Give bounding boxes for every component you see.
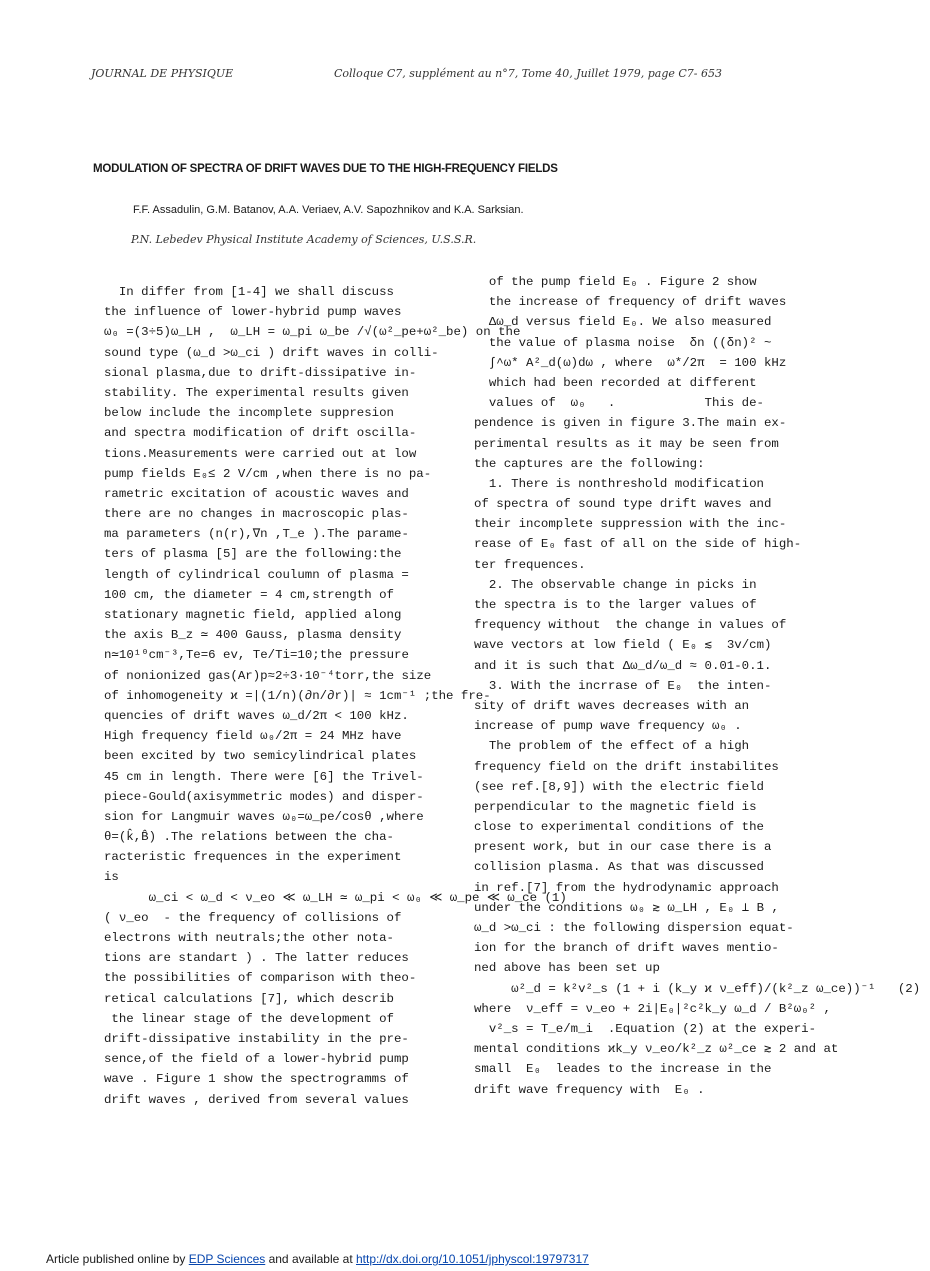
text-line: the captures are the following: [474,456,705,471]
text-line: the increase of frequency of drift waves [474,295,787,310]
text-line: tions are standart ) . The latter reduces [104,951,409,966]
text-line: The problem of the effect of a high [474,739,750,754]
text-line: present work, but in our case there is a [474,840,772,855]
text-line: ( ν_eo - the frequency of collisions of [104,910,402,925]
text-line: wave vectors at low field ( E₀ ≲ 3v/cm) [474,638,772,653]
text-line: the possibilities of comparison with theo- [104,971,417,986]
text-line: sion for Langmuir waves ω₀=ω_pe/cosθ ,where [104,809,424,824]
text-line: and spectra modification of drift oscilla- [104,426,417,441]
text-line: n≃10¹⁰cm⁻³,Te=6 ev, Te/Ti=10;the pressure [104,648,409,663]
text-line: rease of E₀ fast of all on the side of high- [474,537,802,552]
text-line: v²_s = T_e/m_i .Equation (2) at the experi- [474,1021,817,1036]
text-line: ω₀ =(3÷5)ω_LH , ω_LH = ω_pi ω_be /√(ω²_pe+ω²_be) on the [104,325,521,340]
text-line: 45 cm in length. There were [6] the Trivel- [104,769,424,784]
author-list: F.F. Assadulin, G.M. Batanov, A.A. Veriaev, A.V. Sapozhnikov and K.A. Sarksian. [133,204,524,216]
text-line: small E₀ leades to the increase in the [474,1062,772,1077]
text-line: pump fields E₀≤ 2 V/cm ,when there is no pa- [104,466,432,481]
text-line: frequency field on the drift instabilites [474,759,779,774]
text-line: sity of drift waves decreases with an [474,698,750,713]
text-line: ter frequences. [474,557,586,572]
text-line: where ν_eff = ν_eo + 2i|E₀|²c²k_y ω_d / B²ω₀² , [474,1001,831,1016]
text-line: sional plasma,due to drift-dissipative in- [104,365,417,380]
text-line: perimental results as it may be seen from [474,436,779,451]
text-line: of nonionized gas(Ar)p≈2÷3·10⁻⁴torr,the size [104,668,432,683]
text-line: ω_ci < ω_d < ν_eo ≪ ω_LH ≃ ω_pi < ω₀ ≪ ω_pe ≪ ω_ce (1) [104,890,567,905]
text-line: Δω_d versus field E₀. We also measured [474,315,772,330]
text-line: pendence is given in figure 3.The main ex- [474,416,787,431]
footer-middle: and available at [265,1252,356,1266]
text-line: ω²_d = k²v²_s (1 + i (k_y ϰ ν_eff)/(k²_z ω_ce))⁻¹ (2) [474,981,921,996]
text-line: tions.Measurements were carried out at low [104,446,417,461]
text-line: and it is such that Δω_d/ω_d ≈ 0.01-0.1. [474,658,772,673]
text-line: quencies of drift waves ω_d/2π < 100 kHz. [104,708,409,723]
text-line: electrons with neutrals;the other nota- [104,931,394,945]
text-line: frequency without the change in values of [474,618,787,633]
text-line: ma parameters (n(r),∇n ,T_e ).The parame- [104,527,409,542]
right-text-column [474,272,921,1100]
text-line: drift wave frequency with E₀ . [474,1082,705,1097]
text-line: ∫^ω* A²_d(ω)dω , where ω*/2π = 100 kHz [474,355,787,370]
text-line: 1. There is nonthreshold modification [474,476,764,491]
text-line: the value of plasma noise δn ((δn)² ~ [474,335,772,350]
text-line: the axis B_z ≃ 400 Gauss, plasma density [104,628,402,643]
text-line: stationary magnetic field, applied along [104,608,402,622]
text-line: 3. With the incrrase of E₀ the inten- [474,678,772,693]
text-line: θ=(k̂,B̂) .The relations between the cha- [104,830,394,845]
text-line: values of ω₀ . This de- [474,396,764,411]
footer-prefix: Article published online by [46,1252,189,1266]
text-line: ion for the branch of drift waves mentio- [474,941,779,956]
text-line: retical calculations [7], which describ [104,991,394,1006]
text-line: in ref.[7] from the hydrodynamic approach [474,880,779,895]
text-line: the influence of lower-hybrid pump waves [104,305,402,320]
text-line: 2. The observable change in picks in [474,577,757,592]
text-line: ω_d >ω_ci : the following dispersion equat- [474,921,794,935]
text-line: close to experimental conditions of the [474,820,764,835]
journal-name: JOURNAL DE PHYSIQUE [91,67,234,80]
text-line: collision plasma. As that was discussed [474,860,764,875]
paper-title: MODULATION OF SPECTRA OF DRIFT WAVES DUE TO THE HIGH-FREQUENCY FIELDS [93,163,558,175]
text-line: been excited by two semicylindrical plates [104,749,417,764]
doi-link[interactable]: http://dx.doi.org/10.1051/jphyscol:19797317 [355,1252,589,1266]
publication-footer [46,1252,589,1266]
text-line: In differ from [1-4] we shall discuss [104,285,394,299]
publisher-link[interactable]: EDP Sciences [188,1252,266,1266]
text-line: ters of plasma [5] are the following:the [104,547,402,562]
text-line: their incomplete suppression with the inc- [474,517,787,532]
issue-info: Colloque C7, supplément au n°7, Tome 40, Juillet 1979, page C7- 653 [334,67,723,80]
text-line: rametric excitation of acoustic waves and [104,486,409,501]
text-line: stability. The experimental results given [104,385,409,400]
text-line: the spectra is to the larger values of [474,598,757,612]
text-line: under the conditions ω₀ ≳ ω_LH , E₀ ⊥ B , [474,900,779,915]
text-line: of the pump field E₀ . Figure 2 show [474,275,757,289]
text-line: of inhomogeneity ϰ =|(1/n)(∂n/∂r)| ≈ 1cm⁻¹ ;the fre- [104,688,491,703]
text-line: 100 cm, the diameter = 4 cm,strength of [104,587,394,602]
text-line: racteristic frequences in the experiment [104,850,402,865]
text-line: increase of pump wave frequency ω₀ . [474,719,742,734]
text-line: the linear stage of the development of [104,1011,394,1026]
text-line: High frequency field ω₀/2π = 24 MHz have [104,729,402,744]
text-line: sence,of the field of a lower-hybrid pump [104,1052,409,1067]
text-line: drift-dissipative instability in the pre- [104,1031,409,1046]
text-line: there are no changes in macroscopic plas- [104,507,409,522]
text-line: mental conditions ϰk_y ν_eo/k²_z ω²_ce ≳ 2 and at [474,1042,839,1057]
text-line: sound type (ω_d >ω_ci ) drift waves in colli- [104,345,439,360]
text-line: (see ref.[8,9]) with the electric field [474,779,764,794]
text-line: drift waves , derived from several values [104,1092,409,1107]
text-line: wave . Figure 1 show the spectrogramms of [104,1072,409,1087]
text-line: of spectra of sound type drift waves and [474,497,772,512]
affiliation: P.N. Lebedev Physical Institute Academy of Sciences, U.S.S.R. [131,233,477,246]
text-line: ned above has been set up [474,961,660,976]
text-line: is [104,870,119,885]
text-line: length of cylindrical coulumn of plasma = [104,567,409,582]
text-line: below include the incomplete suppresion [104,406,394,421]
text-line: which had been recorded at different [474,375,757,390]
text-line: piece-Gould(axisymmetric modes) and disper- [104,789,424,804]
text-line: perpendicular to the magnetic field is [474,799,757,814]
